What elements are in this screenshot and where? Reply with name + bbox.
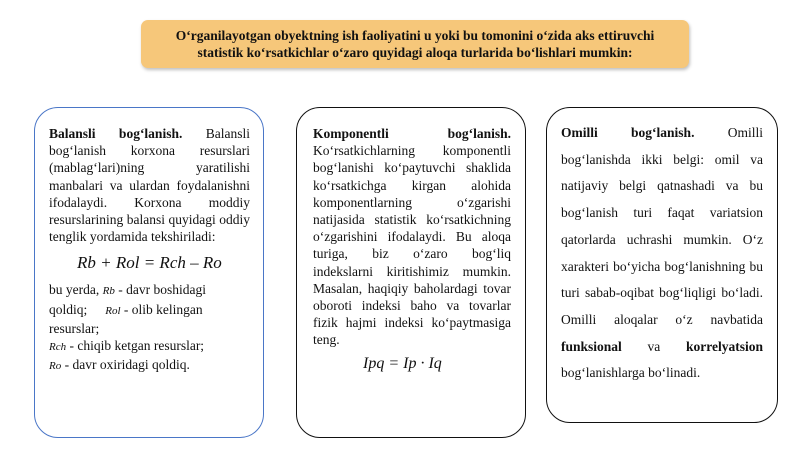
- symbol-rol: Rol: [105, 304, 121, 317]
- symbol-rch: Rch: [49, 341, 67, 354]
- card3-bold-funksional: funksional: [561, 338, 622, 354]
- legend-qoldiq: qoldiq;: [49, 301, 88, 317]
- banner-line-2: statistik ko‘rsatkichlar o‘zaro quyidagi aloqa turlarida bo‘lishlari mumkin:: [197, 45, 633, 60]
- card3-title: Omilli bog‘lanish.: [561, 125, 695, 140]
- symbol-ro: Ro: [49, 360, 62, 373]
- legend-bu-yerda: bu yerda,: [49, 282, 100, 298]
- card-omilli: [546, 107, 778, 423]
- card2-paragraph: [313, 125, 511, 349]
- card3-bold-korrelyatsion: korrelyatsion: [686, 338, 764, 354]
- card3-paragraph: [561, 120, 763, 387]
- legend-ro: - davr oxiridagi qoldiq.: [64, 357, 190, 373]
- card1-paragraph: [49, 125, 250, 245]
- card-komponentli: [296, 107, 526, 438]
- legend-rb: - davr boshidagi: [118, 282, 206, 298]
- card1-text: Balansli bog‘lanish korxona resurslari (mablag‘lari)ning yaratilishi manbalari va ulardan foydalanishni ifodalaydi. Korxona moddiy resurslarining balansi quyidagi oddiy tenglik yordamida tekshiriladi:: [49, 126, 251, 245]
- card3-text-end: bog‘lanishlarga bo‘linadi.: [561, 365, 701, 381]
- card3-text: Omilli bog‘lanishda ikki belgi: omil va natijaviy belgi qatnashadi va bu bog‘lanish turi faqat variatsion qatorlarda uchrashi mumkin. O‘z xarakteri bo‘yicha bog‘lanishning bu turi sabab-oqibat bog‘liqligi bo‘ladi. Omilli aloqalar o‘z navbatida: [561, 125, 764, 327]
- card1-title: Balansli bog‘lanish.: [49, 126, 183, 141]
- card1-legend: [49, 281, 250, 375]
- legend-resurslar: resurslar;: [49, 320, 100, 336]
- legend-rol: - olib kelingan: [123, 301, 203, 317]
- card3-and: va: [647, 338, 661, 354]
- header-banner: [141, 20, 689, 68]
- legend-rch: - chiqib ketgan resurslar;: [69, 338, 205, 354]
- banner-line-1: O‘rganilayotgan obyektning ish faoliyatini u yoki bu tomonini o‘zida aks ettiruvchi: [175, 28, 655, 43]
- symbol-rb: Rb: [102, 285, 115, 298]
- card-balansli: [34, 107, 264, 438]
- card2-formula: Ipq = Ip · Iq: [363, 354, 442, 372]
- card2-text: Ko‘rsatkichlarning komponentli bog‘lanishi ko‘paytuvchi shaklida ko‘rsatkichga kirgan alohida komponentlarning o‘zgarishi natijasida statistik ko‘rsatkichning o‘zgarishini ifodalaydi. Bu aloqa turiga, biz o‘zaro bog‘liq indekslarni kiritishimiz mumkin. Masalan, haqiqiy baholardagi tovar oboroti indeksi baho va tovarlar fizik hajmi indeksi ko‘paytmasiga teng.: [313, 143, 511, 348]
- card2-title: Komponentli bog‘lanish.: [313, 126, 511, 141]
- card1-formula: Rb + Rol = Rch – Ro: [77, 253, 222, 273]
